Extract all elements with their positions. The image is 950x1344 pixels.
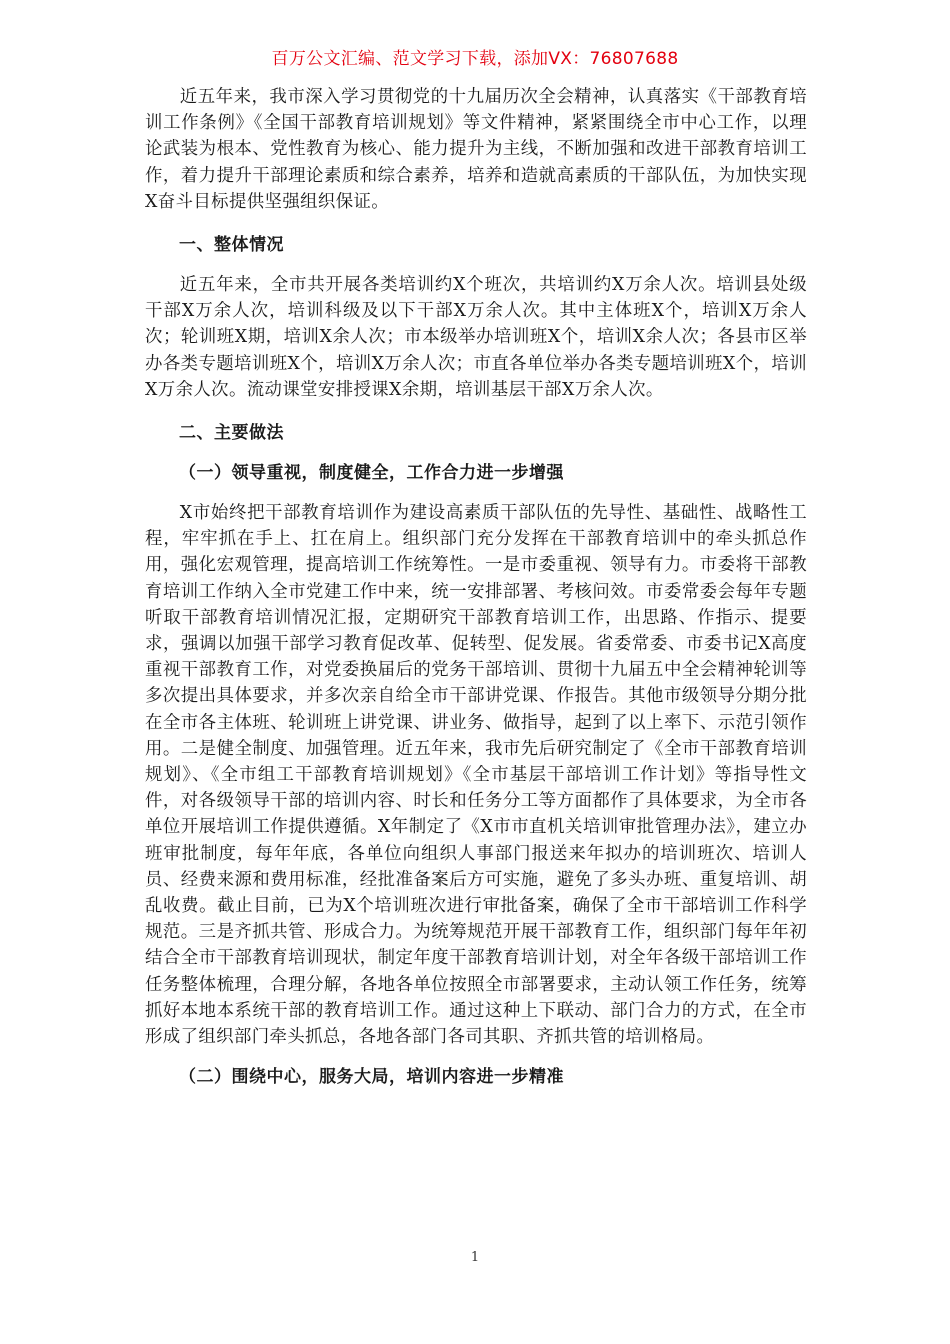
leadership-paragraph: X市始终把干部教育培训作为建设高素质干部队伍的先导性、基础性、战略性工程，牢牢抓在手上、扛在肩上。组织部门充分发挥在干部教育培训中的牵头抓总作用，强化宏观管理，提高培训工作统筹性。一是市委重视、领导有力。市委将干部教育培训工作纳入全市党建工作中来，统一安排部署、考核问效。市委常委会每年专题听取干部教育培训情况汇报，定期研究干部教育培训工作，出思路、作指示、提要求，强调以加强干部学习教育促改革、促转型、促发展。省委常委、市委书记X高度重视干部教育工作，对党委换届后的党务干部培训、贯彻十九届五中全会精神轮训等多次提出具体要求，并多次亲自给全市干部讲党课、作报告。其他市级领导分期分批在全市各主体班、轮训班上讲党课、讲业务、做指导，起到了以上率下、示范引领作用。二是健全制度、加强管理。近五年来，我市先后研究制定了《全市干部教育培训规划》、《全市组工干部教育培训规划》《全市基层干部培训工作计划》等指导性文件，对各级领导干部的培训内容、时长和任务分工等方面都作了具体要求，为全市各单位开展培训工作提供遵循。X年制定了《X市市直机关培训审批管理办法》，建立办班审批制度，每年年底，各单位向组织人事部门报送来年拟办的培训班次、培训人员、经费来源和费用标准，经批准备案后方可实施，避免了多头办班、重复培训、胡乱收费。截止目前，已为X个培训班次进行审批备案，确保了全市干部培训工作科学规范。三是齐抓共管、形成合力。为统筹规范开展干部教育工作，组织部门每年年初结合全市干部教育培训现状，制定年度干部教育培训计划，对全年各级干部培训工作任务整体梳理，合理分解，各地各单位按照全市部署要求，主动认领工作任务，统筹抓好本地本系统干部的教育培训工作。通过这种上下联动、部门合力的方式，在全市形成了组织部门牵头抓总，各地各部门各司其职、齐抓共管的培训格局。 (145, 503, 807, 1048)
subsection-heading-focus: （二）围绕中心，服务大局，培训内容进一步精准 (179, 1067, 564, 1088)
intro-paragraph: 近五年来，我市深入学习贯彻党的十九届历次全会精神，认真落实《干部教育培训工作条例》《全国干部教育培训规划》等文件精神，紧紧围绕全市中心工作，以理论武装为根本、党性教育为核心、能力提升为主线，不断加强和改进干部教育培训工作，着力提升干部理论素质和综合素养，培养和造就高素质的干部队伍，为加快实现X奋斗目标提供坚强组织保证。 (145, 87, 807, 212)
section-heading-practices: 二、主要做法 (179, 423, 284, 444)
subsection-heading-leadership: （一）领导重视，制度健全，工作合力进一步增强 (179, 463, 564, 484)
page-number: 1 (470, 1250, 480, 1265)
promo-banner: 百万公文汇编、范文学习下载，添加VX：76807688 (271, 49, 679, 69)
overall-paragraph: 近五年来，全市共开展各类培训约X个班次，共培训约X万余人次。培训县处级干部X万余人次，培训科级及以下干部X万余人次。其中主体班X个，培训X万余人次；轮训班X期，培训X余人次；市本级举办培训班X个，培训X余人次；各县市区举办各类专题培训班X个，培训X万余人次；市直各单位举办各类专题培训班X个，培训X万余人次。流动课堂安排授课X余期，培训基层干部X万余人次。 (145, 275, 807, 400)
section-heading-overall: 一、整体情况 (179, 235, 284, 256)
document-body (145, 84, 807, 1090)
